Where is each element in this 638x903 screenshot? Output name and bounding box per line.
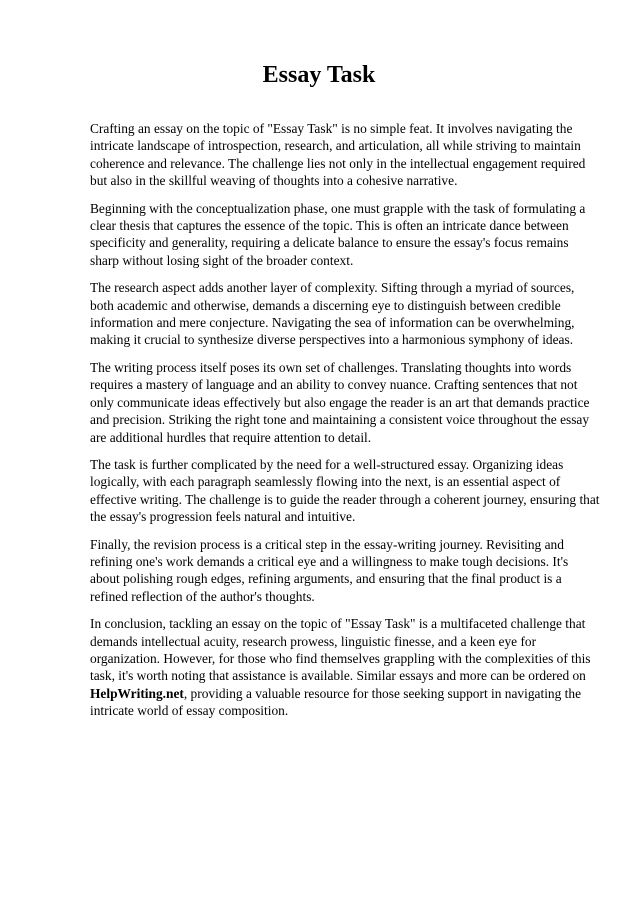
paragraph-1: Crafting an essay on the topic of "Essay Task" is no simple feat. It involves navigating the intricate landscape of introspection, research, and articulation, all while striving to maintain coherence and relevance. The challenge lies not only in the intellectual engagement required but also in the skillful weaving of thoughts into a cohesive narrative.	[90, 121, 586, 189]
document-body	[90, 120, 600, 720]
conclusion-paragraph	[90, 615, 600, 719]
paragraph-2: Beginning with the conceptualization phase, one must grapple with the task of formulating a clear thesis that captures the essence of the topic. This is often an intricate dance between specificity and generality, requiring a delicate balance to ensure the essay's focus remains sharp without losing sight of the broader context.	[90, 200, 586, 268]
paragraph-5: The task is further complicated by the need for a well-structured essay. Organizing ideas logically, with each paragraph seamlessly flowing into the next, is an essential aspect of effective writing. The challenge is to guide the reader through a coherent journey, ensuring that the essay's progression feels natural and intuitive.	[90, 456, 600, 525]
conclusion-text-after-link: , providing a valuable resource for those seeking support in navigating the intricate world of essay composition.	[90, 685, 582, 719]
page-title: Essay Task	[262, 62, 376, 88]
conclusion-text-before-link: In conclusion, tackling an essay on the topic of "Essay Task" is a multifaceted challenge that demands intellectual acuity, research prowess, linguistic finesse, and a keen eye for organization. However, for those who find themselves grappling with the complexities of this task, it's worth noting that assistance is available. Similar essays and more can be ordered on	[90, 616, 591, 684]
paragraph-3: The research aspect adds another layer of complexity. Sifting through a myriad of sources, both academic and otherwise, demands a discerning eye to distinguish between credible information and mere conjecture. Navigating the sea of information can be overwhelming, making it crucial to synthesize diverse perspectives into a harmonious symphony of ideas.	[90, 280, 575, 348]
paragraph-4: The writing process itself poses its own set of challenges. Translating thoughts into words requires a mastery of language and an ability to convey nuance. Crafting sentences that not only communicate ideas effectively but also engage the reader is an art that demands practice and precision. Striking the right tone and maintaining a consistent voice throughout the essay are additional hurdles that require attention to detail.	[90, 359, 590, 445]
helpwriting-link[interactable]: HelpWriting.net	[90, 685, 184, 701]
paragraph-6: Finally, the revision process is a critical step in the essay-writing journey. Revisiting and refining one's work demands a critical eye and a willingness to make tough decisions. It's about polishing rough edges, refining arguments, and ensuring that the final product is a refined reflection of the author's thoughts.	[90, 536, 569, 604]
